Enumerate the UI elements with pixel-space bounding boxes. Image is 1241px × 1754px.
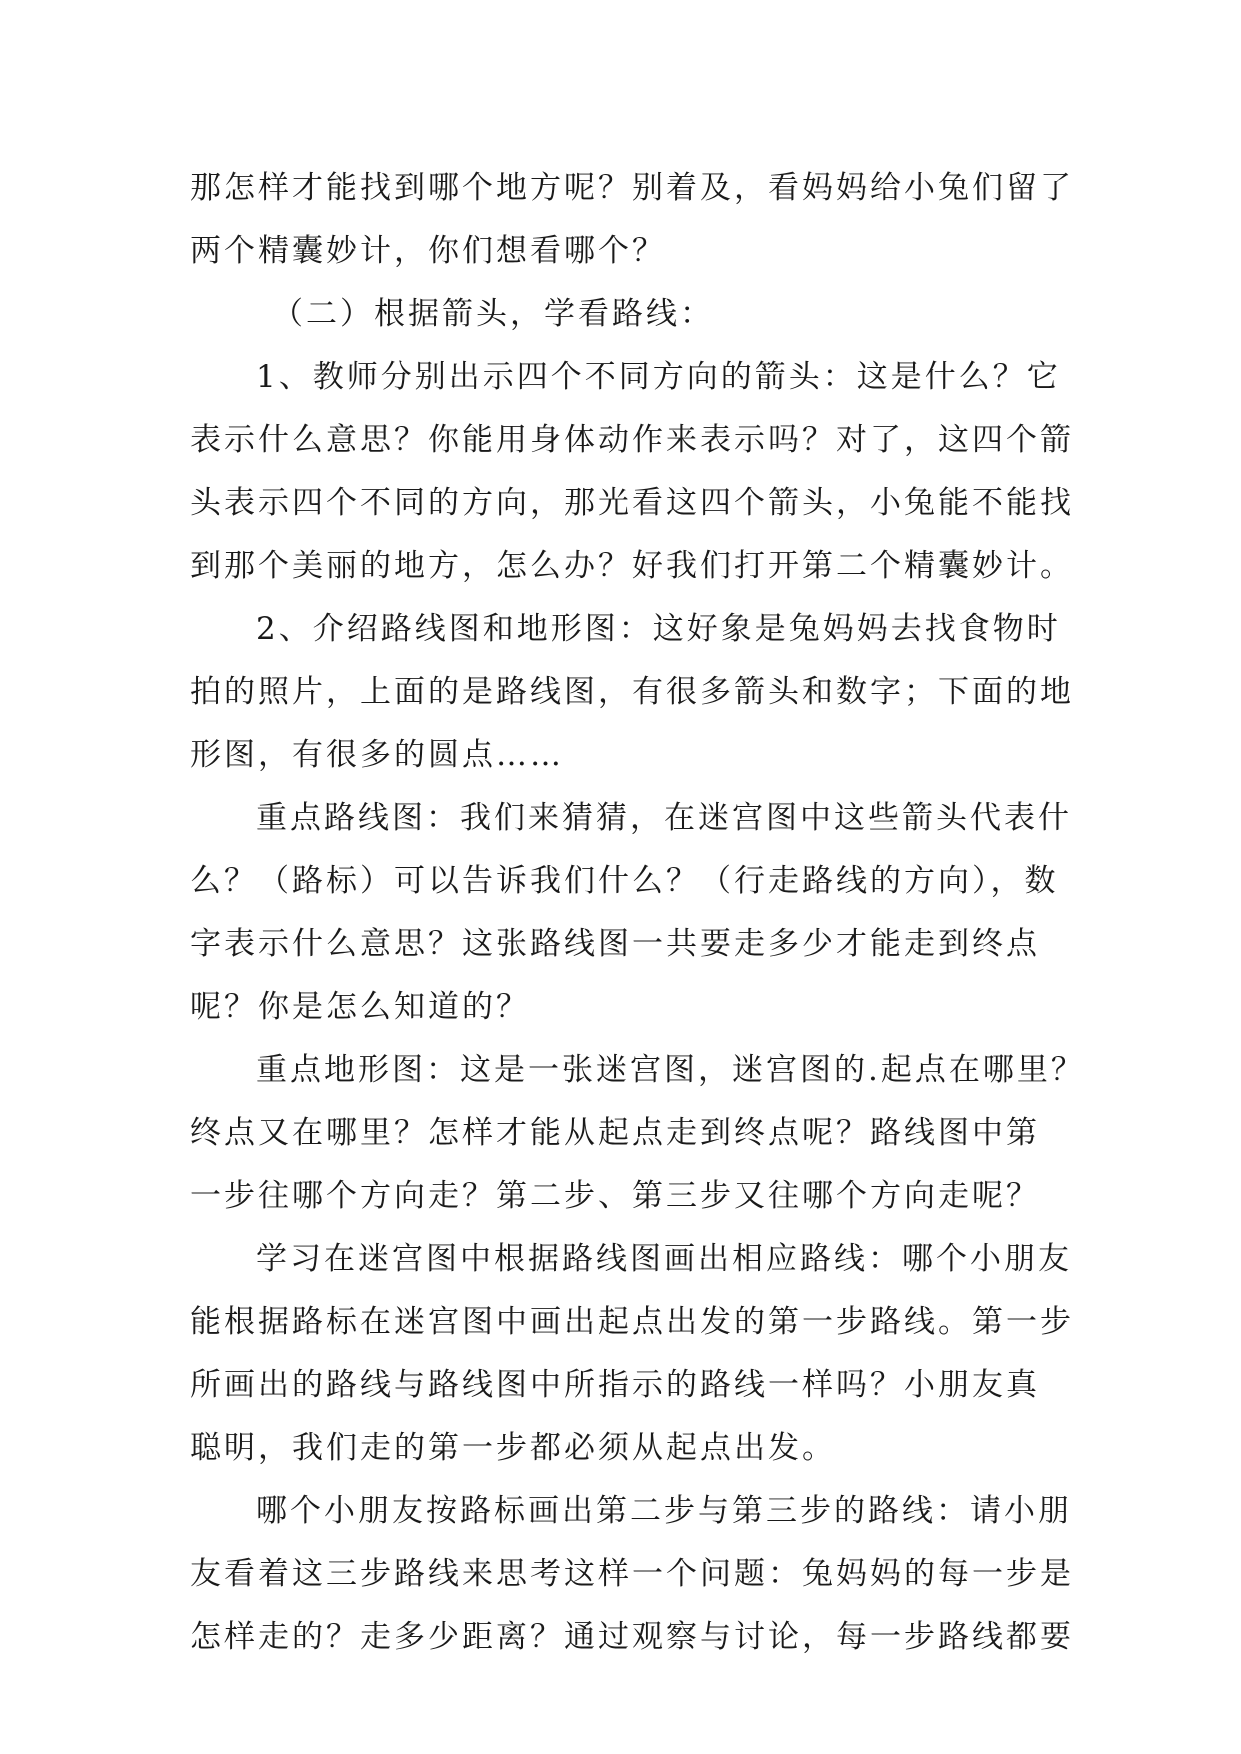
text-line: 1、教师分别出示四个不同方向的箭头：这是什么？它 — [256, 359, 1061, 395]
text-line: 怎样走的？走多少距离？通过观察与讨论，每一步路线都要 — [190, 1619, 1074, 1655]
text-line: 聪明，我们走的第一步都必须从起点出发。 — [190, 1430, 836, 1466]
text-line: 字表示什么意思？这张路线图一共要走多少才能走到终点 — [190, 926, 1040, 962]
text-line: 重点路线图：我们来猜猜，在迷宫图中这些箭头代表什 — [256, 800, 1072, 836]
text-line: 拍的照片，上面的是路线图，有很多箭头和数字；下面的地 — [190, 674, 1074, 710]
text-line: 能根据路标在迷宫图中画出起点出发的第一步路线。第一步 — [190, 1304, 1074, 1340]
text-line: 学习在迷宫图中根据路线图画出相应路线：哪个小朋友 — [256, 1241, 1072, 1277]
text-line: 友看着这三步路线来思考这样一个问题：兔妈妈的每一步是 — [190, 1556, 1074, 1592]
body-text — [190, 157, 1085, 1669]
text-line: 形图，有很多的圆点…… — [190, 737, 564, 773]
text-line: 那怎样才能找到哪个地方呢？别着及，看妈妈给小兔们留了 — [190, 170, 1074, 206]
text-line: 一步往哪个方向走？第二步、第三步又往哪个方向走呢？ — [190, 1178, 1040, 1214]
text-line: 到那个美丽的地方，怎么办？好我们打开第二个精囊妙计。 — [190, 548, 1074, 584]
text-line: 表示什么意思？你能用身体动作来表示吗？对了，这四个箭 — [190, 422, 1074, 458]
section-heading: （二）根据箭头，学看路线： — [272, 296, 714, 332]
text-line: 头表示四个不同的方向，那光看这四个箭头，小兔能不能找 — [190, 485, 1074, 521]
text-line: 哪个小朋友按路标画出第二步与第三步的路线：请小朋 — [256, 1493, 1072, 1529]
text-line: 重点地形图：这是一张迷宫图，迷宫图的.起点在哪里？ — [256, 1052, 1085, 1088]
text-line: 终点又在哪里？怎样才能从起点走到终点呢？路线图中第 — [190, 1115, 1040, 1151]
text-line: 呢？你是怎么知道的？ — [190, 989, 530, 1025]
text-line: 么？（路标）可以告诉我们什么？（行走路线的方向），数 — [190, 863, 1059, 899]
text-line: 所画出的路线与路线图中所指示的路线一样吗？小朋友真 — [190, 1367, 1040, 1403]
text-line: 2、介绍路线图和地形图：这好象是兔妈妈去找食物时 — [256, 611, 1061, 647]
text-line: 两个精囊妙计，你们想看哪个？ — [190, 233, 666, 269]
